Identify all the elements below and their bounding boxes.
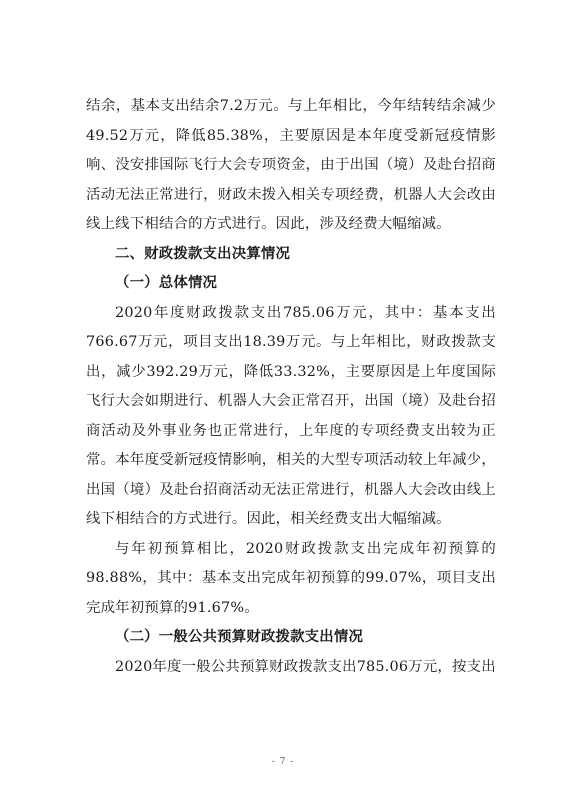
subsection-heading-general-public-budget: （二）一般公共预算财政拨款支出情况: [115, 629, 364, 645]
paragraph-overall-expenditure: 2020年度财政拨款支出785.06万元，其中：基本支出766.67万元，项目支出18.39万元。与上年相比，财政拨款支出，减少392.29万元，降低33.32%，主要原因是上年度国际飞行大会如期进行、机器人大会正常召开，出国（境）及赴台招商活动及外事业务也正常进行，上年度的专项经费支出较为正常。本年度受新冠疫情影响，相关的大型专项活动较上年减少，出国（境）及赴台招商活动无法正常进行，机器人大会改由线上线下相结合的方式进行。因此，相关经费支出大幅缩减。: [86, 304, 496, 527]
document-body: [86, 92, 496, 682]
paragraph-surplus-summary: 结余，基本支出结余7.2万元。与上年相比，今年结转结余减少49.52万元，降低85.38%，主要原因是本年度受新冠疫情影响、没安排国际飞行大会专项资金，由于出国（境）及赴台招商活动无法正常进行，财政未拨入相关专项经费，机器人大会改由线上线下相结合的方式进行。因此，涉及经费大幅缩减。: [86, 98, 496, 232]
section-heading-fiscal-expenditure: 二、财政拨款支出决算情况: [115, 245, 291, 262]
paragraph-general-public-budget: 2020年度一般公共预算财政拨款支出785.06万元，按支出: [115, 658, 496, 675]
subsection-heading-overall: （一）总体情况: [115, 275, 218, 291]
paragraph-budget-comparison: 与年初预算相比，2020财政拨款支出完成年初预算的98.88%，其中：基本支出完成年初预算的99.07%，项目支出完成年初预算的91.67%。: [86, 540, 496, 616]
page-number: - 7 -: [271, 757, 295, 767]
